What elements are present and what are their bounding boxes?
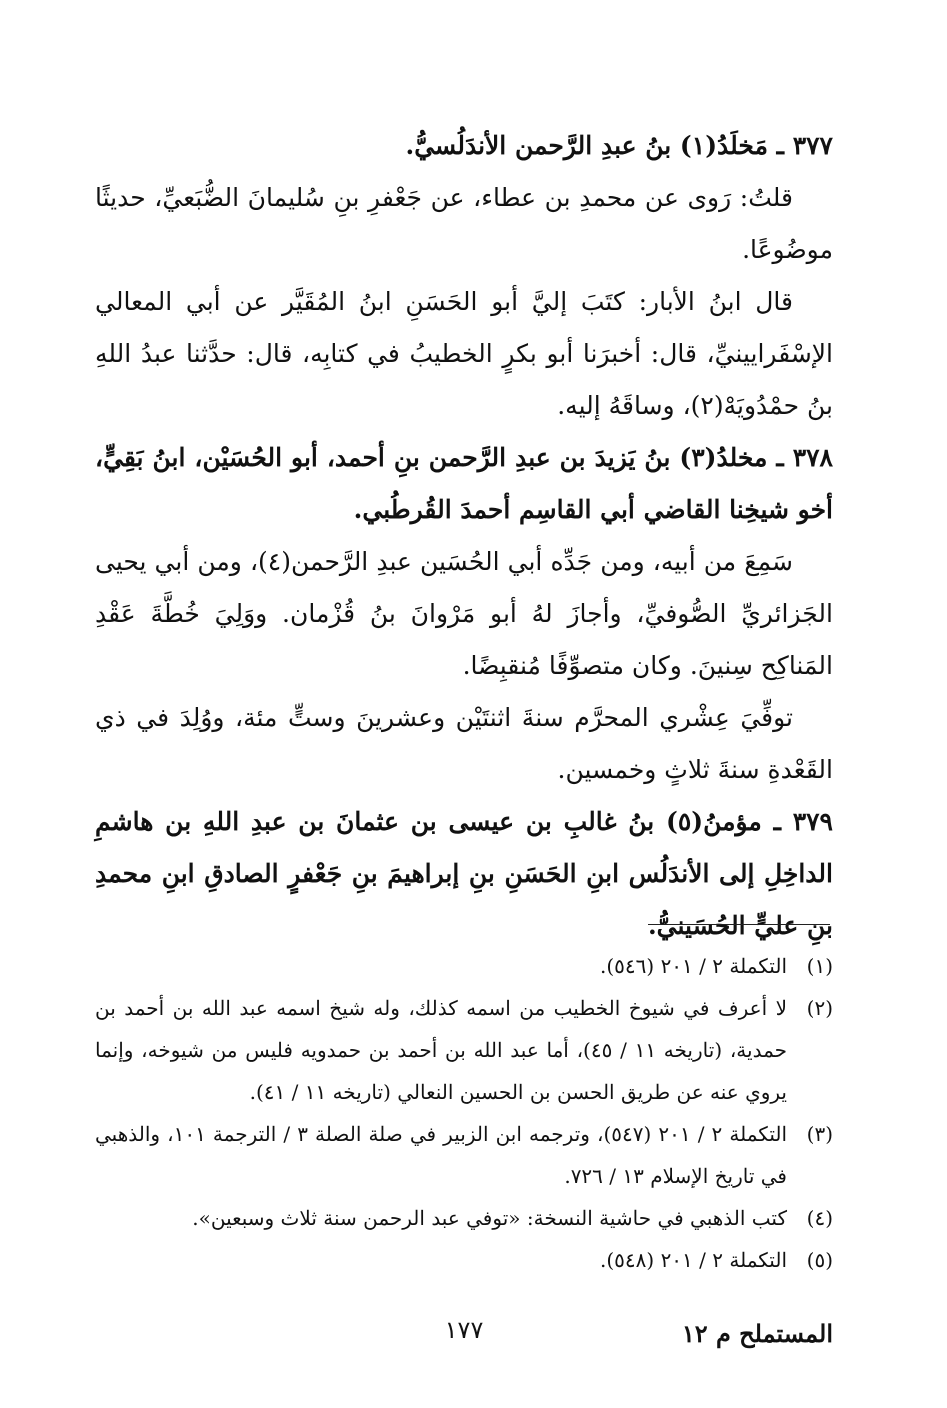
footnote-text: التكملة ٢ / ٢٠١ (٥٤٧)، وترجمه ابن الزبير في صلة الصلة ٣ / الترجمة ١٠١، والذهبي في تاريخ الإسلام ١٣ / ٧٢٦.: [95, 1122, 788, 1188]
footnote-label: (٣): [806, 1122, 833, 1146]
footnote-label: (٥): [806, 1248, 833, 1272]
footnote-1: [95, 945, 833, 987]
page-footer: [95, 1312, 833, 1352]
footnote-2: [95, 987, 833, 1113]
footnote-separator: [648, 924, 830, 925]
entry-378-paragraph-2: توفِّيَ عِشْري المحرَّم سنةَ اثنتَيْن وعشرينَ وستٍّ مئة، ووُلِدَ في ذي القَعْدةِ سنةَ ثلاثٍ وخمسين.: [95, 703, 833, 784]
entry-heading-378: ٣٧٨ ـ مخلدُ(٣) بنُ يَزيدَ بن عبدِ الرَّحمن بنِ أحمد، أبو الحُسَيْن، ابنُ بَقِيٍّ، أخو شيخِنا القاضي أبي القاسِم أحمدَ القُرطُبي.: [95, 443, 833, 524]
footnote-label: (٢): [806, 996, 833, 1020]
footnotes: [95, 945, 833, 1281]
footnote-text: التكملة ٢ / ٢٠١ (٥٤٦).: [599, 954, 787, 978]
entry-heading-377: ٣٧٧ ـ مَخلَدُ(١) بنُ عبدِ الرَّحمن الأندَلُسيُّ.: [405, 131, 833, 160]
entry-377-paragraph-2: قال ابنُ الأبار: كتَبَ إليَّ أبو الحَسَنِ ابنُ المُقَيَّر عن أبي المعالي الإسْفَرايينيِّ، قال: أخبرَنا أبو بكرٍ الخطيبُ في كتابِه، قال: حدَّثنا عبدُ اللهِ بنُ حمْدُويَهْ(٢)، وساقَهُ إليه.: [95, 287, 833, 420]
footnote-label: (٤): [806, 1206, 833, 1230]
footnote-3: [95, 1113, 833, 1197]
footnote-label: (١): [806, 954, 833, 978]
footnote-text: لا أعرف في شيوخ الخطيب من اسمه كذلك، وله شيخ اسمه عبد الله بن أحمد بن حمدية، (تاريخه ١١ / ٤٥)، أما عبد الله بن أحمد بن حمدويه فليس من شيوخه، وإنما يروي عنه عن طريق الحسن بن الحسين النعالي (تاريخه ١١ / ٤١).: [95, 996, 788, 1104]
footnote-text: التكملة ٢ / ٢٠١ (٥٤٨).: [599, 1248, 787, 1272]
entry-heading-379: ٣٧٩ ـ مؤمنُ(٥) بنُ غالبِ بن عيسى بن عثمانَ بن عبدِ اللهِ بن هاشمِ الداخِلِ إلى الأندَلُس ابنِ الحَسَنِ بنِ إبراهيمَ بنِ جَعْفرٍ الصادقِ ابنِ محمدِ بنِ عليٍّ الحُسَينيُّ.: [95, 807, 833, 940]
footnote-5: [95, 1239, 833, 1281]
footnote-text: كتب الذهبي في حاشية النسخة: «توفي عبد الرحمن سنة ثلاث وسبعين».: [192, 1206, 787, 1230]
footnote-4: [95, 1197, 833, 1239]
entry-377-paragraph-1: قلتُ: رَوى عن محمدِ بن عطاء، عن جَعْفرِ بنِ سُليمانَ الضُّبَعيِّ، حديثًا موضُوعًا.: [95, 183, 833, 264]
printer-signature: المستملح م ١٢: [681, 1319, 833, 1348]
main-text: [95, 120, 833, 952]
entry-378-paragraph-1: سَمِعَ من أبيه، ومن جَدِّه أبي الحُسَين عبدِ الرَّحمن(٤)، ومن أبي يحيى الجَزائريِّ الصُّوفيِّ، وأجازَ لهُ أبو مَرْوانَ بنُ قُزْمان. ووَلِيَ خُطَّةَ عَقْدِ المَناكِح سِنينَ. وكان متصوِّفًا مُنقبِضًا.: [95, 547, 833, 680]
page-number: ١٧٧: [444, 1316, 484, 1344]
